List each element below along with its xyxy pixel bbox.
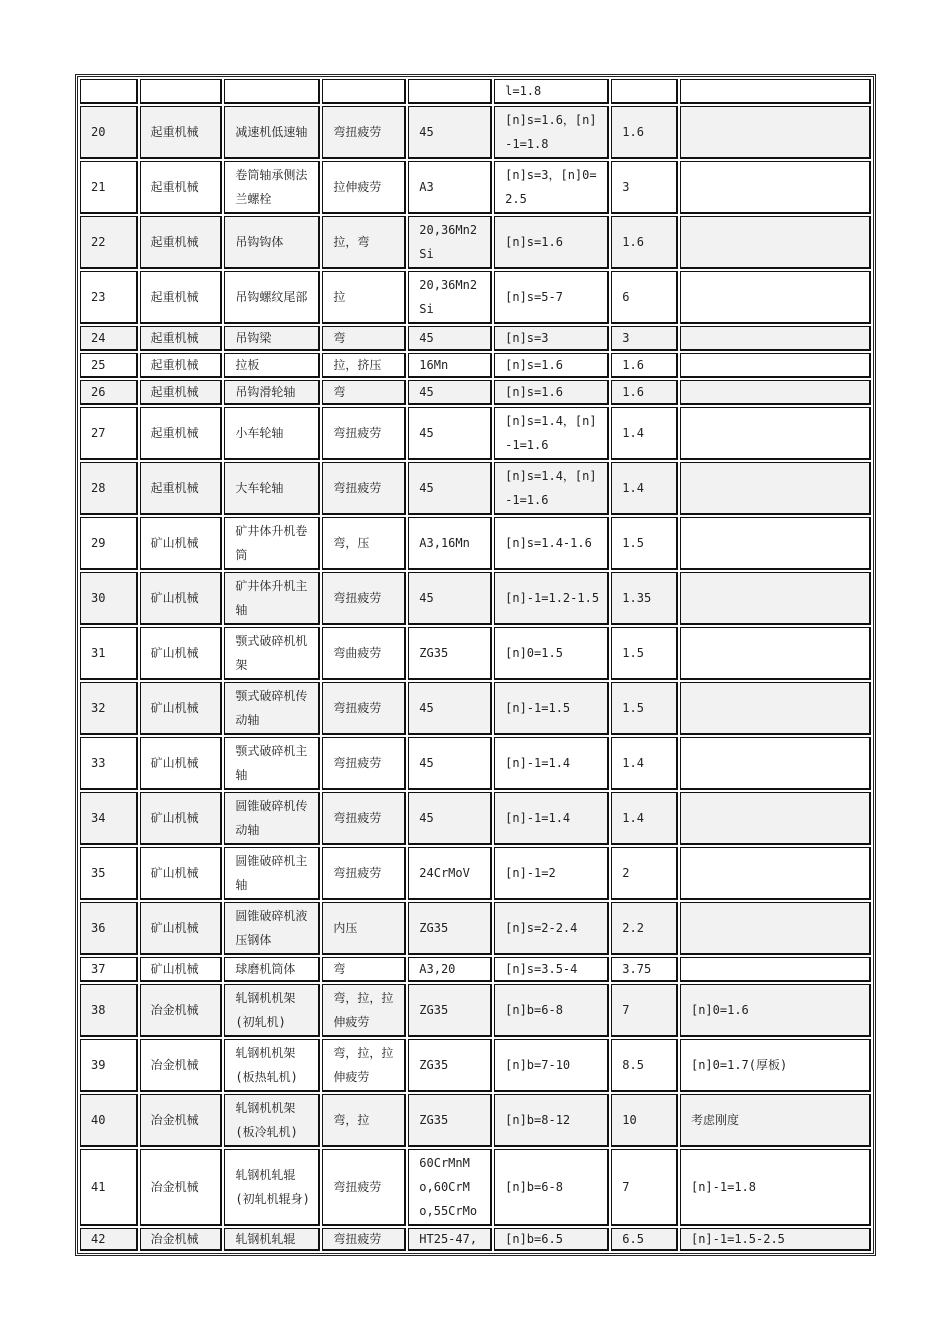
remark-cell: 考虑刚度: [680, 1094, 871, 1147]
table-row: [80, 407, 871, 460]
safety-criterion-cell: l=1.8: [494, 79, 609, 104]
table-row: [80, 216, 871, 269]
load-type-cell: 拉，弯: [322, 216, 406, 269]
safety-criterion-cell: [n]s=3: [494, 326, 609, 351]
row-number-cell: 37: [80, 957, 138, 982]
part-name-cell: 矿井体升机卷筒: [224, 517, 320, 570]
part-name-cell: 轧钢机轧辊: [224, 1228, 320, 1251]
load-type-cell: 弯扭疲劳: [322, 682, 406, 735]
row-number-cell: 31: [80, 627, 138, 680]
remark-cell: [680, 216, 871, 269]
row-number-cell: 28: [80, 462, 138, 515]
remark-cell: [n]0=1.7(厚板): [680, 1039, 871, 1092]
safety-factor-cell: 1.4: [611, 462, 678, 515]
row-number-cell: 42: [80, 1228, 138, 1251]
remark-cell: [680, 326, 871, 351]
machine-type-cell: 矿山机械: [140, 517, 223, 570]
table-row: [80, 737, 871, 790]
safety-criterion-cell: [n]s=1.6，[n]-1=1.8: [494, 106, 609, 159]
machine-type-cell: 冶金机械: [140, 1094, 223, 1147]
safety-criterion-cell: [n]-1=1.4: [494, 792, 609, 845]
safety-criterion-cell: [n]-1=1.4: [494, 737, 609, 790]
safety-factor-cell: 8.5: [611, 1039, 678, 1092]
safety-criterion-cell: [n]-1=2: [494, 847, 609, 900]
load-type-cell: 弯扭疲劳: [322, 1149, 406, 1226]
remark-cell: [680, 161, 871, 214]
table-row: [80, 984, 871, 1037]
safety-factor-cell: 1.35: [611, 572, 678, 625]
material-cell: 20,36Mn2Si: [408, 271, 492, 324]
material-cell: 45: [408, 682, 492, 735]
remark-cell: [680, 682, 871, 735]
material-cell: 45: [408, 407, 492, 460]
remark-cell: [680, 792, 871, 845]
row-number-cell: 24: [80, 326, 138, 351]
row-number-cell: 26: [80, 380, 138, 405]
part-name-cell: 小车轮轴: [224, 407, 320, 460]
row-number-cell: 29: [80, 517, 138, 570]
material-cell: ZG35: [408, 984, 492, 1037]
machine-type-cell: 冶金机械: [140, 1228, 223, 1251]
table-row: [80, 1149, 871, 1226]
load-type-cell: 弯扭疲劳: [322, 847, 406, 900]
safety-factor-cell: [611, 79, 678, 104]
machine-type-cell: 起重机械: [140, 106, 223, 159]
material-cell: ZG35: [408, 1039, 492, 1092]
machine-type-cell: 矿山机械: [140, 847, 223, 900]
remark-cell: [680, 517, 871, 570]
machine-type-cell: 起重机械: [140, 271, 223, 324]
safety-criterion-cell: [n]0=1.5: [494, 627, 609, 680]
safety-criterion-cell: [n]s=1.4-1.6: [494, 517, 609, 570]
safety-criterion-cell: [n]b=6-8: [494, 984, 609, 1037]
machine-type-cell: 矿山机械: [140, 627, 223, 680]
material-cell: 45: [408, 792, 492, 845]
load-type-cell: 弯曲疲劳: [322, 627, 406, 680]
machine-type-cell: 矿山机械: [140, 682, 223, 735]
table-row: [80, 161, 871, 214]
machine-type-cell: [140, 79, 223, 104]
remark-cell: [680, 847, 871, 900]
machine-type-cell: 冶金机械: [140, 984, 223, 1037]
table-row: [80, 462, 871, 515]
safety-criterion-cell: [n]s=1.6: [494, 353, 609, 378]
safety-factor-cell: 2: [611, 847, 678, 900]
load-type-cell: 弯，拉，拉伸疲劳: [322, 1039, 406, 1092]
part-name-cell: 吊钩螺纹尾部: [224, 271, 320, 324]
load-type-cell: 弯扭疲劳: [322, 737, 406, 790]
safety-criterion-cell: [n]b=6-8: [494, 1149, 609, 1226]
machine-type-cell: 起重机械: [140, 462, 223, 515]
safety-factor-cell: 10: [611, 1094, 678, 1147]
remark-cell: [680, 902, 871, 955]
part-name-cell: 吊钩滑轮轴: [224, 380, 320, 405]
table-row: [80, 1094, 871, 1147]
part-name-cell: 轧钢机轧辊(初轧机辊身): [224, 1149, 320, 1226]
material-cell: A3: [408, 161, 492, 214]
safety-factor-cell: 6: [611, 271, 678, 324]
table-row: [80, 353, 871, 378]
safety-factor-cell: 1.6: [611, 353, 678, 378]
material-cell: 45: [408, 572, 492, 625]
part-name-cell: 圆锥破碎机液压钢体: [224, 902, 320, 955]
safety-factor-table: [75, 74, 876, 1256]
remark-cell: [680, 407, 871, 460]
safety-factor-cell: 1.4: [611, 407, 678, 460]
table-row: [80, 682, 871, 735]
load-type-cell: 拉，挤压: [322, 353, 406, 378]
safety-criterion-cell: [n]b=8-12: [494, 1094, 609, 1147]
table-row: [80, 517, 871, 570]
remark-cell: [680, 957, 871, 982]
safety-factor-cell: 2.2: [611, 902, 678, 955]
safety-factor-cell: 1.5: [611, 627, 678, 680]
table-row: [80, 1228, 871, 1251]
row-number-cell: 21: [80, 161, 138, 214]
safety-factor-cell: 6.5: [611, 1228, 678, 1251]
material-cell: [408, 79, 492, 104]
row-number-cell: 40: [80, 1094, 138, 1147]
safety-criterion-cell: [n]-1=1.2-1.5: [494, 572, 609, 625]
row-number-cell: 33: [80, 737, 138, 790]
table-body: [80, 79, 871, 1251]
load-type-cell: 弯，压: [322, 517, 406, 570]
material-cell: ZG35: [408, 627, 492, 680]
machine-type-cell: 矿山机械: [140, 737, 223, 790]
row-number-cell: 30: [80, 572, 138, 625]
load-type-cell: [322, 79, 406, 104]
remark-cell: [680, 106, 871, 159]
safety-factor-cell: 1.5: [611, 682, 678, 735]
material-cell: 45: [408, 380, 492, 405]
row-number-cell: 22: [80, 216, 138, 269]
machine-type-cell: 矿山机械: [140, 792, 223, 845]
part-name-cell: 卷筒轴承侧法兰螺栓: [224, 161, 320, 214]
remark-cell: [680, 737, 871, 790]
safety-criterion-cell: [n]s=1.4，[n]-1=1.6: [494, 462, 609, 515]
part-name-cell: 拉板: [224, 353, 320, 378]
load-type-cell: 弯: [322, 957, 406, 982]
load-type-cell: 弯扭疲劳: [322, 572, 406, 625]
safety-criterion-cell: [n]s=1.6: [494, 216, 609, 269]
table-row: [80, 1039, 871, 1092]
table-row: [80, 792, 871, 845]
material-cell: 60CrMnMo,60CrMo,55CrMo: [408, 1149, 492, 1226]
part-name-cell: 轧钢机机架(板热轧机): [224, 1039, 320, 1092]
material-cell: A3,16Mn: [408, 517, 492, 570]
part-name-cell: 吊钩钩体: [224, 216, 320, 269]
machine-type-cell: 冶金机械: [140, 1039, 223, 1092]
row-number-cell: 32: [80, 682, 138, 735]
machine-type-cell: 矿山机械: [140, 957, 223, 982]
remark-cell: [680, 380, 871, 405]
material-cell: A3,20: [408, 957, 492, 982]
row-number-cell: 23: [80, 271, 138, 324]
remark-cell: [680, 572, 871, 625]
machine-type-cell: 起重机械: [140, 380, 223, 405]
row-number-cell: 27: [80, 407, 138, 460]
part-name-cell: 轧钢机机架(板冷轧机): [224, 1094, 320, 1147]
machine-type-cell: 起重机械: [140, 161, 223, 214]
machine-type-cell: 矿山机械: [140, 902, 223, 955]
safety-criterion-cell: [n]s=3，[n]0=2.5: [494, 161, 609, 214]
material-cell: 16Mn: [408, 353, 492, 378]
part-name-cell: 吊钩梁: [224, 326, 320, 351]
table-row: [80, 902, 871, 955]
row-number-cell: 38: [80, 984, 138, 1037]
safety-factor-cell: 7: [611, 984, 678, 1037]
part-name-cell: 大车轮轴: [224, 462, 320, 515]
remark-cell: [680, 79, 871, 104]
row-number-cell: 35: [80, 847, 138, 900]
part-name-cell: 颚式破碎机主轴: [224, 737, 320, 790]
remark-cell: [n]0=1.6: [680, 984, 871, 1037]
safety-factor-cell: 1.6: [611, 216, 678, 269]
table-row: [80, 572, 871, 625]
remark-cell: [n]-1=1.5-2.5: [680, 1228, 871, 1251]
material-cell: 45: [408, 737, 492, 790]
material-cell: 24CrMoV: [408, 847, 492, 900]
safety-criterion-cell: [n]b=6.5: [494, 1228, 609, 1251]
material-cell: 45: [408, 326, 492, 351]
safety-factor-cell: 7: [611, 1149, 678, 1226]
table-row: [80, 106, 871, 159]
safety-criterion-cell: [n]b=7-10: [494, 1039, 609, 1092]
safety-criterion-cell: [n]s=1.4，[n]-1=1.6: [494, 407, 609, 460]
table-row: [80, 847, 871, 900]
row-number-cell: [80, 79, 138, 104]
row-number-cell: 36: [80, 902, 138, 955]
material-cell: ZG35: [408, 1094, 492, 1147]
row-number-cell: 39: [80, 1039, 138, 1092]
table-row: [80, 271, 871, 324]
machine-type-cell: 矿山机械: [140, 572, 223, 625]
load-type-cell: 弯扭疲劳: [322, 462, 406, 515]
part-name-cell: 颚式破碎机机架: [224, 627, 320, 680]
part-name-cell: 球磨机筒体: [224, 957, 320, 982]
load-type-cell: 内压: [322, 902, 406, 955]
remark-cell: [680, 271, 871, 324]
load-type-cell: 拉伸疲劳: [322, 161, 406, 214]
table-row: [80, 380, 871, 405]
remark-cell: [n]-1=1.8: [680, 1149, 871, 1226]
remark-cell: [680, 353, 871, 378]
safety-factor-cell: 3: [611, 326, 678, 351]
safety-factor-cell: 3.75: [611, 957, 678, 982]
load-type-cell: 弯扭疲劳: [322, 407, 406, 460]
safety-criterion-cell: [n]s=3.5-4: [494, 957, 609, 982]
remark-cell: [680, 627, 871, 680]
table-row: [80, 957, 871, 982]
part-name-cell: 圆锥破碎机传动轴: [224, 792, 320, 845]
material-cell: 45: [408, 106, 492, 159]
part-name-cell: 轧钢机机架(初轧机): [224, 984, 320, 1037]
load-type-cell: 弯，拉，拉伸疲劳: [322, 984, 406, 1037]
load-type-cell: 弯: [322, 380, 406, 405]
machine-type-cell: 起重机械: [140, 326, 223, 351]
safety-factor-cell: 3: [611, 161, 678, 214]
table-row: [80, 79, 871, 104]
machine-type-cell: 起重机械: [140, 216, 223, 269]
table-row: [80, 627, 871, 680]
load-type-cell: 弯: [322, 326, 406, 351]
part-name-cell: 减速机低速轴: [224, 106, 320, 159]
machine-type-cell: 起重机械: [140, 407, 223, 460]
row-number-cell: 41: [80, 1149, 138, 1226]
load-type-cell: 拉: [322, 271, 406, 324]
machine-type-cell: 起重机械: [140, 353, 223, 378]
safety-criterion-cell: [n]-1=1.5: [494, 682, 609, 735]
safety-criterion-cell: [n]s=1.6: [494, 380, 609, 405]
machine-type-cell: 冶金机械: [140, 1149, 223, 1226]
part-name-cell: 矿井体升机主轴: [224, 572, 320, 625]
material-cell: ZG35: [408, 902, 492, 955]
load-type-cell: 弯扭疲劳: [322, 792, 406, 845]
load-type-cell: 弯扭疲劳: [322, 106, 406, 159]
row-number-cell: 20: [80, 106, 138, 159]
row-number-cell: 34: [80, 792, 138, 845]
safety-factor-cell: 1.5: [611, 517, 678, 570]
safety-criterion-cell: [n]s=5-7: [494, 271, 609, 324]
safety-factor-cell: 1.4: [611, 792, 678, 845]
load-type-cell: 弯，拉: [322, 1094, 406, 1147]
safety-factor-cell: 1.6: [611, 106, 678, 159]
part-name-cell: 圆锥破碎机主轴: [224, 847, 320, 900]
material-cell: HT25-47,: [408, 1228, 492, 1251]
remark-cell: [680, 462, 871, 515]
part-name-cell: [224, 79, 320, 104]
safety-factor-cell: 1.4: [611, 737, 678, 790]
safety-criterion-cell: [n]s=2-2.4: [494, 902, 609, 955]
safety-factor-cell: 1.6: [611, 380, 678, 405]
part-name-cell: 颚式破碎机传动轴: [224, 682, 320, 735]
table-row: [80, 326, 871, 351]
row-number-cell: 25: [80, 353, 138, 378]
material-cell: 45: [408, 462, 492, 515]
material-cell: 20,36Mn2Si: [408, 216, 492, 269]
load-type-cell: 弯扭疲劳: [322, 1228, 406, 1251]
